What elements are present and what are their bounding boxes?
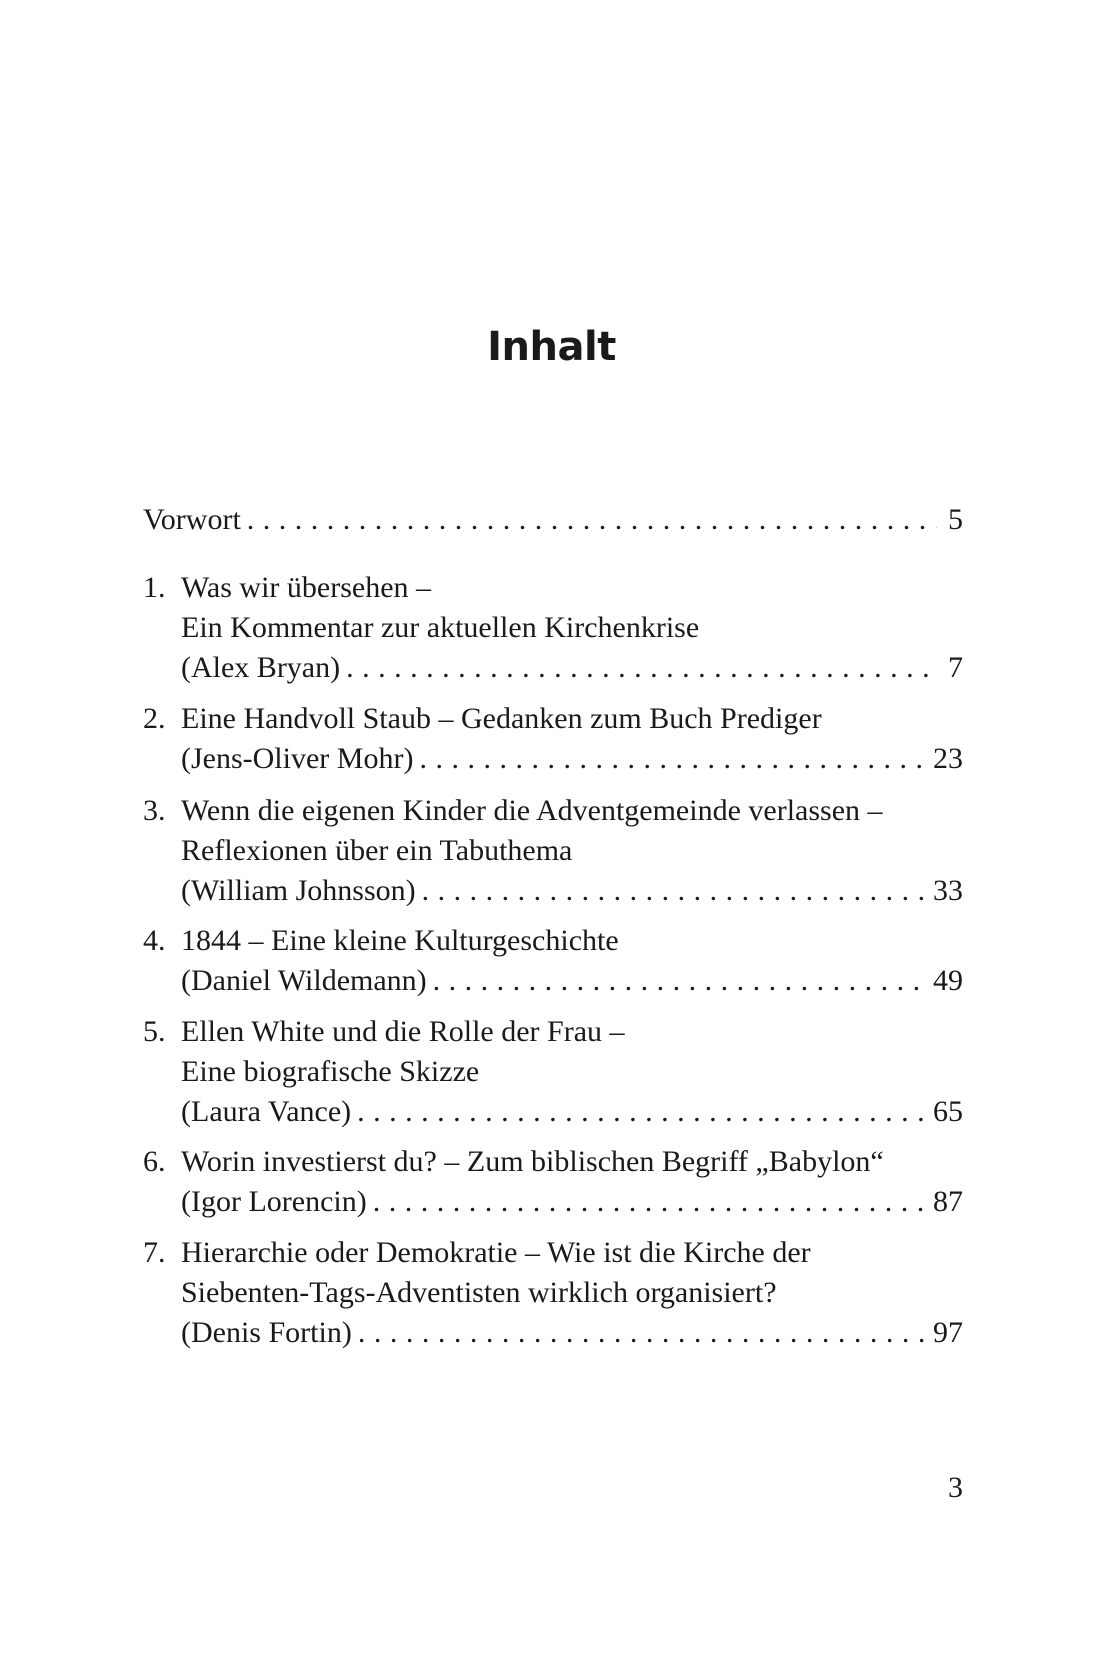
- chapter-title-line: Siebenten-Tags-Adventisten wirklich organisiert?: [181, 1276, 777, 1309]
- leader-dots: [419, 739, 927, 779]
- chapter-author: (Denis Fortin): [181, 1316, 352, 1349]
- chapter-author: (Jens-Oliver Mohr): [181, 742, 414, 775]
- page-folio: 3: [948, 1471, 963, 1504]
- toc-entry-chapter-6[interactable]: [143, 1142, 963, 1222]
- page-number: 5: [948, 503, 963, 536]
- toc-line: [143, 1092, 963, 1132]
- leader-dots: [346, 648, 937, 688]
- toc-line: [143, 739, 963, 779]
- toc-line: [143, 500, 963, 540]
- chapter-title-line: Ellen White und die Rolle der Frau –: [181, 1015, 625, 1048]
- chapter-title-line: 1844 – Eine kleine Kulturgeschichte: [181, 924, 619, 957]
- chapter-title-line: Was wir übersehen –: [181, 571, 432, 604]
- toc-line: [143, 608, 963, 648]
- toc-line: [143, 1142, 963, 1182]
- page-number: 33: [933, 874, 963, 907]
- toc-line: [143, 921, 963, 961]
- chapter-author: (Alex Bryan): [181, 651, 341, 684]
- leader-dots: [247, 500, 937, 540]
- toc-line: [143, 871, 963, 911]
- chapter-author: (Laura Vance): [181, 1095, 352, 1128]
- toc-line: [143, 699, 963, 739]
- toc-entry-chapter-2[interactable]: [143, 699, 963, 779]
- leader-dots: [433, 961, 927, 1001]
- toc-entry-chapter-3[interactable]: [143, 791, 963, 911]
- page-number: 65: [933, 1095, 963, 1128]
- chapter-number: 1.: [143, 571, 166, 604]
- toc-line: [143, 1012, 963, 1052]
- toc-line: [143, 1273, 963, 1313]
- page-number: 87: [933, 1185, 963, 1218]
- chapter-title-line: Eine Handvoll Staub – Gedanken zum Buch Prediger: [181, 702, 822, 735]
- leader-dots: [422, 871, 927, 911]
- toc-line: [143, 791, 963, 831]
- page-number: 23: [933, 742, 963, 775]
- chapter-number: 2.: [143, 702, 166, 735]
- page-number: 7: [948, 651, 963, 684]
- toc-line: [143, 831, 963, 871]
- toc-line: [143, 1233, 963, 1273]
- toc-entry-preface[interactable]: [143, 500, 963, 540]
- chapter-number: 5.: [143, 1015, 166, 1048]
- toc-line: [143, 1313, 963, 1353]
- toc-entry-chapter-4[interactable]: [143, 921, 963, 1001]
- chapter-title-line: Reflexionen über ein Tabuthema: [181, 834, 573, 867]
- leader-dots: [373, 1182, 927, 1222]
- chapter-author: (Daniel Wildemann): [181, 964, 427, 997]
- chapter-author: (William Johnsson): [181, 874, 416, 907]
- toc-entry-chapter-5[interactable]: [143, 1012, 963, 1132]
- chapter-title-line: Worin investierst du? – Zum biblischen Begriff „Babylon“: [181, 1145, 884, 1178]
- preface-label: Vorwort: [143, 503, 241, 536]
- chapter-title-line: Ein Kommentar zur aktuellen Kirchenkrise: [181, 611, 700, 644]
- chapter-title-line: Hierarchie oder Demokratie – Wie ist die Kirche der: [181, 1236, 811, 1269]
- chapter-author: (Igor Lorencin): [181, 1185, 367, 1218]
- toc-line: [143, 1182, 963, 1222]
- leader-dots: [357, 1092, 927, 1132]
- page-title: Inhalt: [487, 323, 616, 370]
- toc-line: [143, 568, 963, 608]
- chapter-title-line: Eine biografische Skizze: [181, 1055, 480, 1088]
- chapter-number: 7.: [143, 1236, 166, 1269]
- page-number: 49: [933, 964, 963, 997]
- chapter-number: 4.: [143, 924, 166, 957]
- page-number: 97: [933, 1316, 963, 1349]
- toc-line: [143, 961, 963, 1001]
- leader-dots: [358, 1313, 927, 1353]
- toc-entry-chapter-1[interactable]: [143, 568, 963, 688]
- chapter-number: 6.: [143, 1145, 166, 1178]
- toc-entry-chapter-7[interactable]: [143, 1233, 963, 1353]
- toc-line: [143, 1052, 963, 1092]
- chapter-number: 3.: [143, 794, 166, 827]
- toc-line: [143, 648, 963, 688]
- chapter-title-line: Wenn die eigenen Kinder die Adventgemeinde verlassen –: [181, 794, 883, 827]
